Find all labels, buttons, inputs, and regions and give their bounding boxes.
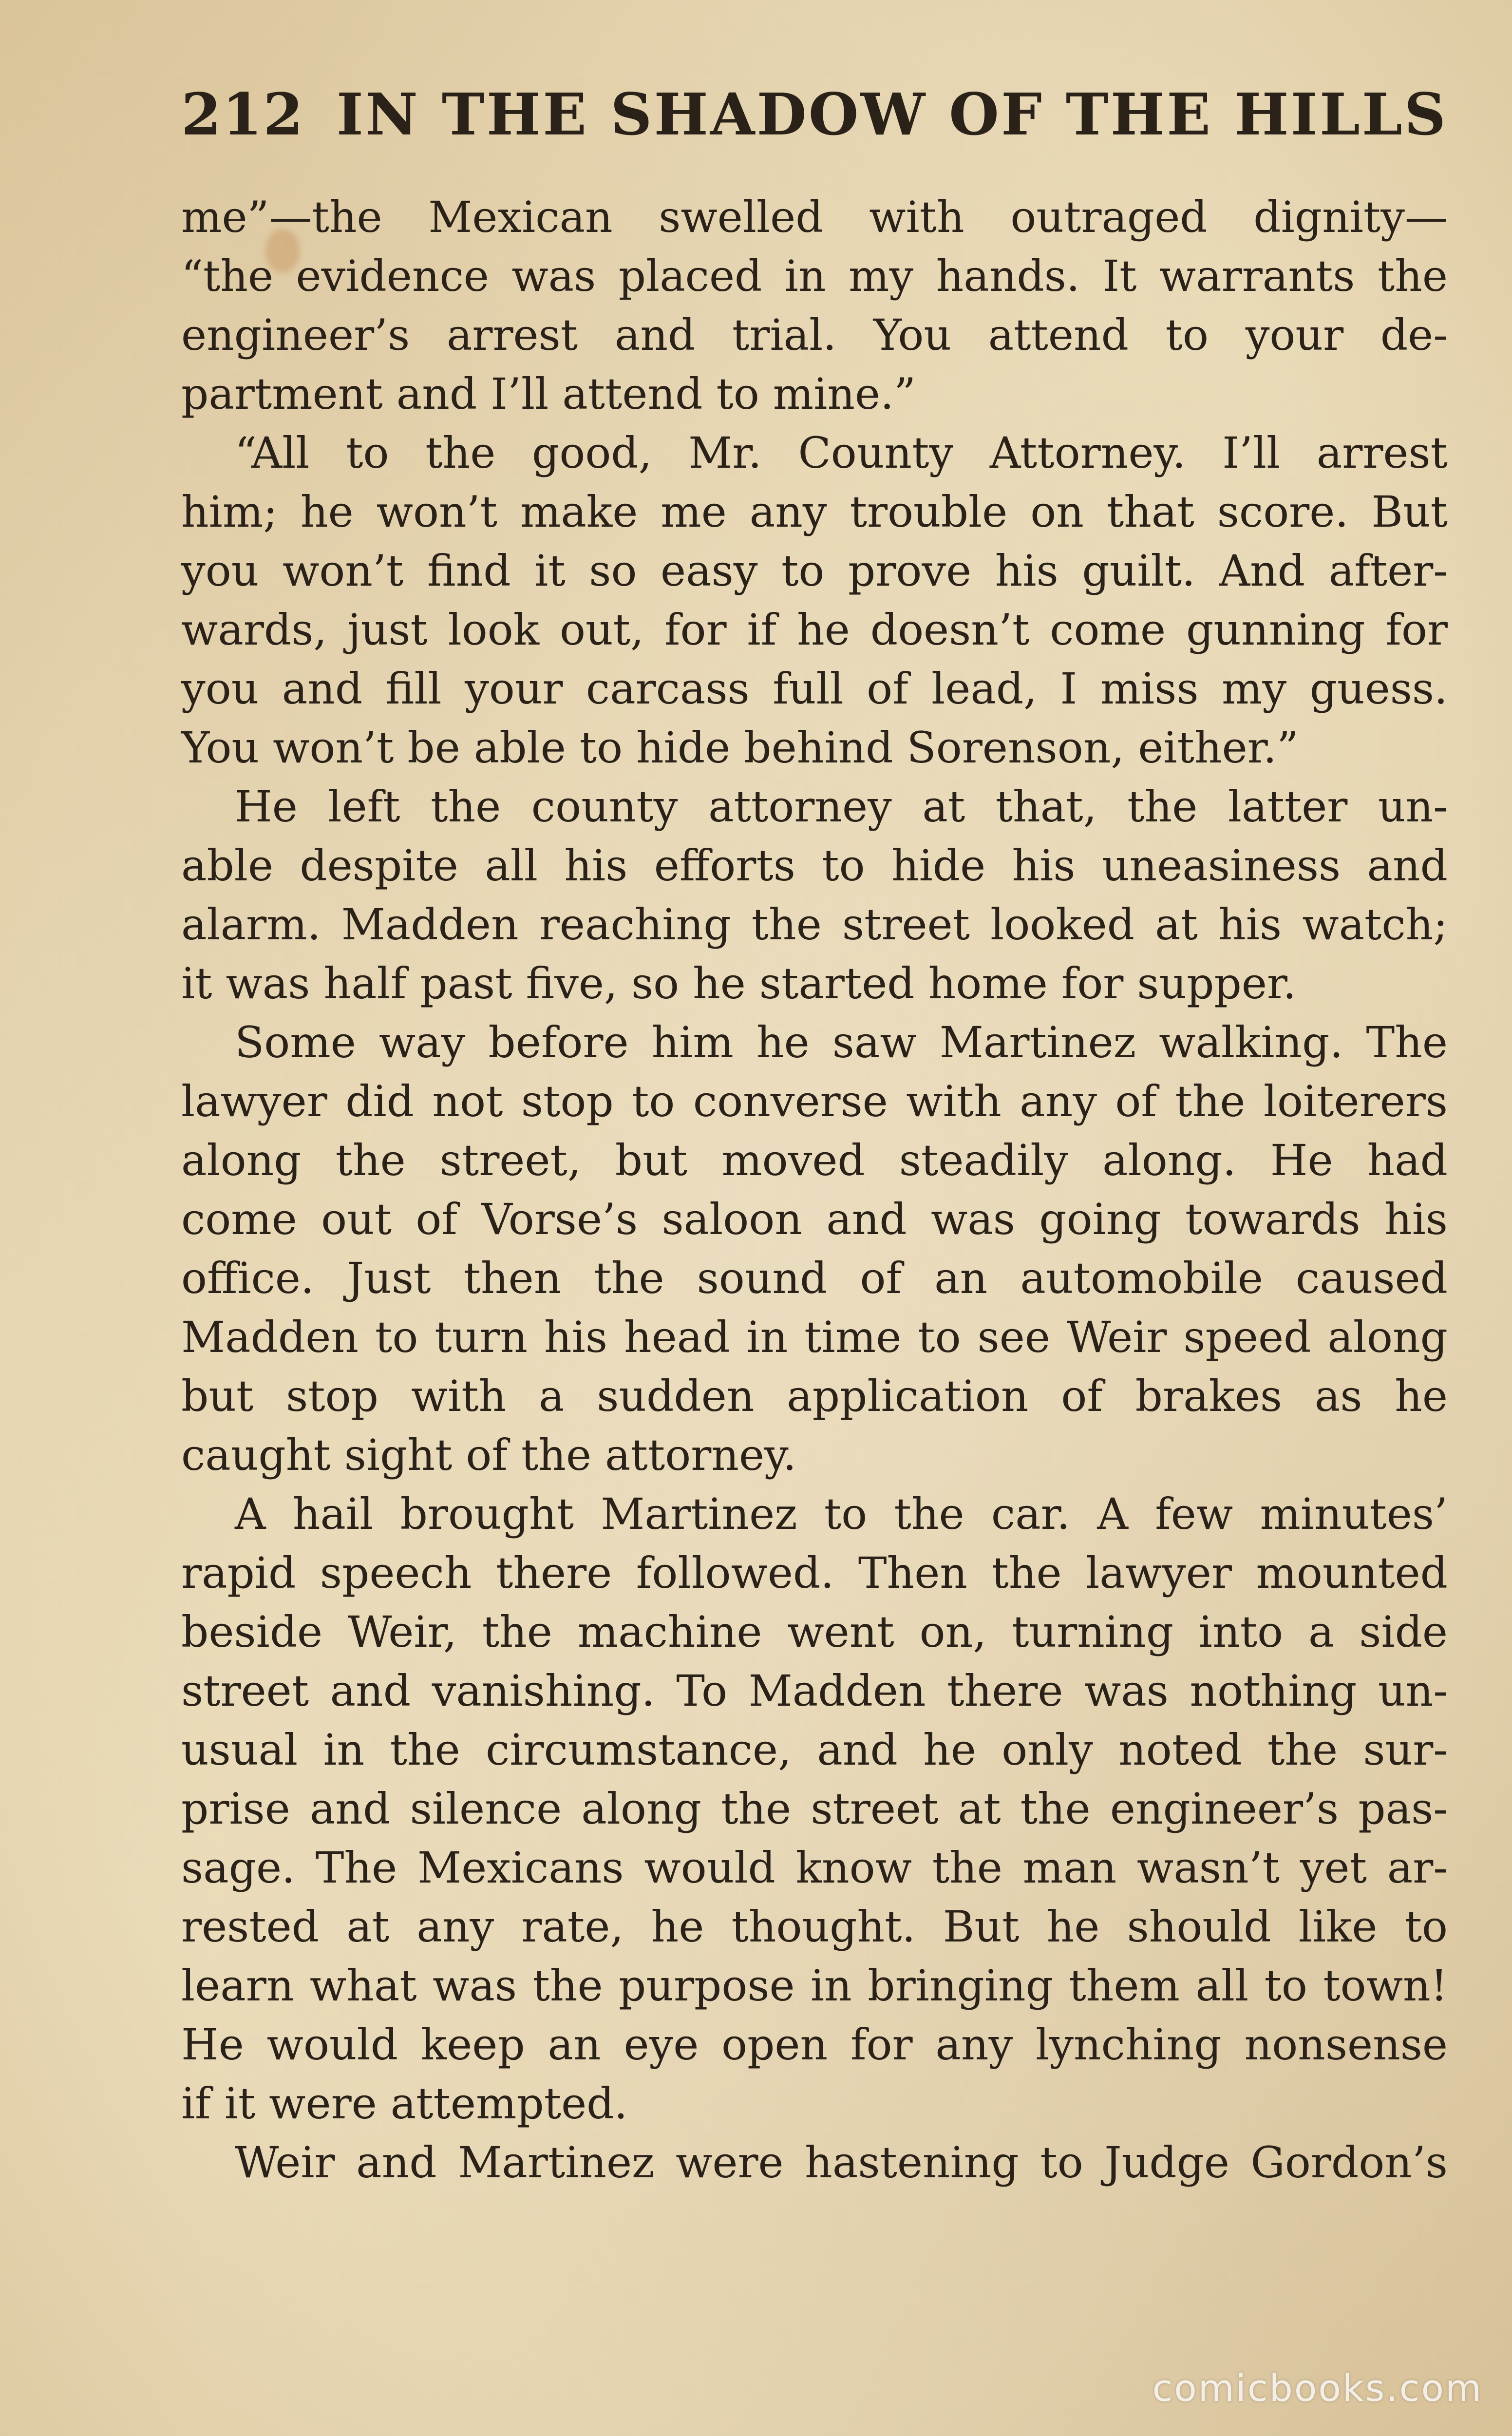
text-line: him; he won’t make me any trouble on that score. But [181,487,1448,537]
page-header [181,80,1448,148]
text-line: caught sight of the attorney. [181,1430,797,1480]
text-line: “All to the good, Mr. County Attorney. I’ll arrest [235,428,1448,478]
text-line: usual in the circumstance, and he only noted the sur- [181,1725,1448,1775]
text-line: rested at any rate, he thought. But he should like to [181,1902,1448,1952]
text-line: beside Weir, the machine went on, turning into a side [181,1607,1448,1657]
text-line: A hail brought Martinez to the car. A few minutes’ [235,1489,1448,1539]
text-line: You won’t be able to hide behind Sorenson, either.” [181,723,1299,773]
text-line: rapid speech there followed. Then the lawyer mounted [181,1548,1448,1598]
text-line: He left the county attorney at that, the latter un- [235,781,1448,832]
text-line: prise and silence along the street at the engineer’s pas- [181,1784,1448,1834]
text-line: me”—the Mexican swelled with outraged dignity— [181,192,1448,242]
text-line: if it were attempted. [181,2078,628,2129]
text-line: alarm. Madden reaching the street looked at his watch; [181,899,1448,950]
text-line: engineer’s arrest and trial. You attend to your de- [181,310,1448,360]
running-title: IN THE SHADOW OF THE HILLS [336,80,1448,148]
text-line: Madden to turn his head in time to see Weir speed along [181,1312,1448,1362]
watermark: comicbooks.com [1152,2366,1483,2410]
page-number: 212 [181,80,304,148]
text-line: office. Just then the sound of an automobile caused [181,1253,1448,1303]
text-line: “the evidence was placed in my hands. It warrants the [181,251,1448,301]
body-text [181,188,1448,2192]
text-line: able despite all his efforts to hide his uneasiness and [181,840,1448,891]
text-line: you won’t find it so easy to prove his guilt. And after- [181,546,1448,596]
text-line: come out of Vorse’s saloon and was going towards his [181,1194,1448,1244]
text-line: along the street, but moved steadily along. He had [181,1135,1448,1185]
text-line: you and fill your carcass full of lead, I miss my guess. [181,664,1448,714]
text-line: Some way before him he saw Martinez walking. The [235,1017,1448,1067]
text-line: it was half past five, so he started home for supper. [181,958,1297,1009]
text-line: Weir and Martinez were hastening to Judge Gordon’s [235,2137,1448,2188]
text-line: learn what was the purpose in bringing them all to town! [181,1960,1448,2011]
text-line: partment and I’ll attend to mine.” [181,369,916,419]
text-line: sage. The Mexicans would know the man wasn’t yet ar- [181,1843,1448,1893]
text-line: He would keep an eye open for any lynching nonsense [181,2019,1448,2070]
text-line: but stop with a sudden application of brakes as he [181,1371,1448,1421]
text-line: street and vanishing. To Madden there was nothing un- [181,1666,1448,1716]
text-line: wards, just look out, for if he doesn’t come gunning for [181,605,1448,655]
text-line: lawyer did not stop to converse with any of the loiterers [181,1076,1448,1126]
